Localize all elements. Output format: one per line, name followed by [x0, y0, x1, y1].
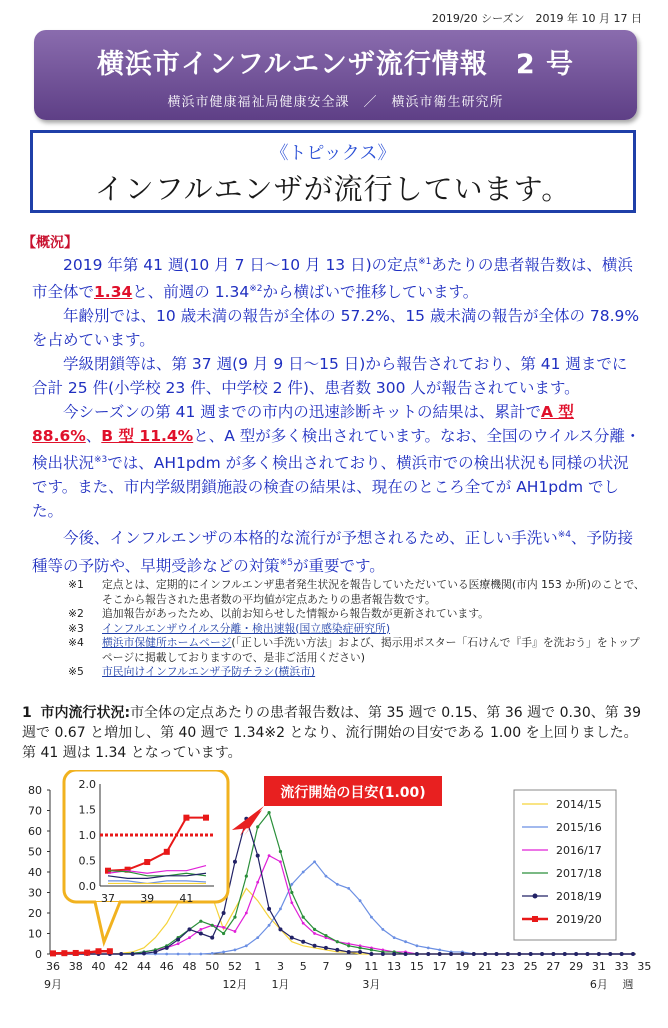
point: [153, 950, 157, 954]
x-tick-label: 7: [322, 960, 330, 973]
x-tick-label: 11: [364, 960, 379, 973]
point: [176, 938, 180, 942]
point: [324, 946, 328, 950]
point: [165, 946, 169, 950]
footnote-2: ※2 追加報告があったため、以前お知らせした情報から報告数が更新されています。: [68, 607, 489, 620]
point: [290, 883, 293, 886]
point: [324, 934, 327, 937]
month-label: 1月: [271, 978, 290, 991]
y-tick-label: 0: [35, 948, 42, 961]
point: [302, 916, 305, 919]
inset-y-tick: 1.0: [78, 829, 96, 842]
legend-label: 2019/20: [556, 913, 602, 926]
point: [188, 936, 191, 939]
summary-p1: 2019 年第 41 週(10 月 7 日～10 月 13 日)の定点$^{※1}$あたりの患者報告数は、横浜市全体で1.34と、前週の 1.34$^{※2}$から横ばいで推移しています。: [32, 256, 633, 302]
point: [381, 928, 384, 931]
point: [302, 922, 305, 925]
point: [335, 948, 339, 952]
point: [370, 916, 373, 919]
x-tick-label: 1: [254, 960, 262, 973]
header-banner: [34, 30, 637, 120]
x-tick-label: 19: [455, 960, 470, 973]
point: [290, 936, 294, 940]
month-label: 3月: [362, 978, 381, 991]
point: [586, 952, 590, 956]
summary-body: [32, 250, 642, 578]
point: [233, 916, 236, 919]
point: [313, 860, 316, 863]
x-tick-label: 42: [114, 960, 129, 973]
point: [222, 926, 225, 929]
point: [84, 950, 90, 956]
point: [336, 940, 339, 943]
point: [268, 924, 271, 927]
y-tick-label: 80: [28, 784, 42, 797]
topics-headline: インフルエンザが流行しています。: [94, 172, 572, 206]
point: [119, 952, 123, 956]
point: [302, 871, 305, 874]
page-title: 横浜市インフルエンザ流行情報 2 号: [96, 49, 575, 80]
point: [267, 811, 270, 814]
point: [177, 953, 180, 956]
trend-chart: [0, 770, 668, 1024]
summary-label: 【概況】: [22, 235, 78, 251]
point: [381, 952, 385, 956]
point: [211, 924, 214, 927]
point: [233, 860, 237, 864]
x-tick-label: 46: [159, 960, 174, 973]
x-tick-label: 33: [614, 960, 629, 973]
x-tick-label: 40: [91, 960, 106, 973]
point: [256, 936, 259, 939]
point: [608, 952, 612, 956]
point: [199, 932, 203, 936]
point: [347, 944, 350, 947]
x-tick-label: 21: [478, 960, 493, 973]
point: [449, 952, 453, 956]
point: [392, 952, 396, 956]
point: [540, 952, 544, 956]
point: [574, 952, 578, 956]
y-tick-label: 70: [28, 804, 42, 818]
point: [506, 952, 510, 956]
inset-x-tick: 37: [101, 892, 115, 905]
y-tick-label: 20: [28, 907, 42, 920]
point: [495, 952, 499, 956]
inset-x-tick: 41: [179, 892, 194, 905]
point: [620, 952, 624, 956]
x-tick-label: 17: [432, 960, 447, 973]
point: [438, 949, 441, 952]
point: [517, 952, 521, 956]
legend-label: 2015/16: [556, 821, 602, 834]
point: [426, 952, 430, 956]
point: [177, 942, 180, 945]
y-tick-label: 40: [28, 866, 42, 879]
topics-label: 《トピックス》: [270, 143, 396, 164]
inset-point: [144, 859, 150, 865]
month-label: 9月: [44, 978, 62, 991]
x-tick-label: 3: [276, 960, 284, 973]
point: [301, 940, 305, 944]
point: [199, 928, 202, 931]
point: [222, 932, 225, 935]
y-tick-label: 50: [28, 845, 42, 859]
footnote-1: ※1 定点とは、定期的にインフルエンザ患者発生状況を報告していただいている医療機関(市内 153 か所)のことで、そこから報告された患者数の平均値が定点あたりの患者報告数です。: [68, 578, 645, 606]
point: [460, 952, 464, 956]
point: [267, 907, 271, 911]
x-tick-label: 27: [546, 960, 561, 973]
point: [415, 952, 419, 956]
point: [107, 948, 113, 954]
legend-label: 2017/18: [556, 867, 602, 880]
threshold-arrow-head: [232, 806, 264, 836]
x-tick-label: 35: [637, 960, 652, 973]
point: [313, 928, 316, 931]
point: [245, 944, 248, 947]
inset-y-tick: 2.0: [78, 778, 96, 791]
x-tick-label: 13: [387, 960, 402, 973]
point: [416, 944, 419, 947]
threshold-label: 流行開始の目安(1.00): [280, 785, 426, 801]
summary-p5: 今後、インフルエンザの本格的な流行が予想されるため、正しい手洗い$^{※4}$、予防接種等の予防や、早期受診などの対策$^{※5}$が重要です。: [32, 529, 634, 575]
point: [358, 946, 361, 949]
point: [187, 927, 191, 931]
point: [50, 950, 56, 956]
health-center-link[interactable]: 横浜市保健所ホームページ: [102, 636, 232, 649]
flyer-link[interactable]: 市民向けインフルエンザ予防チラシ(横浜市): [102, 665, 316, 678]
point: [369, 952, 373, 956]
point: [245, 912, 248, 915]
point: [245, 875, 248, 878]
point: [234, 930, 237, 933]
point: [95, 948, 101, 954]
footnote-4: ※4 横浜市保健所ホームページ(「正しい手洗い方法」および、掲示用ポスター「石けんで『手』を洗おう」をトップページに掲載しておりますので、是非ご活用ください): [68, 636, 640, 664]
footnotes: [68, 578, 648, 680]
point: [404, 952, 408, 956]
point: [551, 952, 555, 956]
point: [313, 944, 317, 948]
inset-y-tick: 0.0: [78, 880, 96, 893]
point: [188, 953, 191, 956]
point: [347, 887, 350, 890]
x-tick-label: 9: [345, 960, 353, 973]
inset-y-tick: 0.5: [78, 854, 96, 868]
inset-point: [164, 849, 170, 855]
point: [347, 950, 351, 954]
point: [438, 952, 442, 956]
point: [325, 875, 328, 878]
topics-box: [30, 130, 636, 213]
x-tick-label: 44: [136, 960, 151, 973]
x-tick-label: 38: [68, 960, 83, 973]
y-tick-label: 60: [28, 825, 42, 838]
point: [393, 936, 396, 939]
summary-p2: 年齢別では、10 歳未満の報告が全体の 57.2%、15 歳未満の報告が全体の 78.9%を占めています。: [32, 307, 640, 350]
point: [165, 953, 168, 956]
inset-pointer: [95, 902, 120, 942]
summary-p4: 今シーズンの第 41 週までの市内の迅速診断キットの結果は、累計でA 型 88.6%、B 型 11.4%と、A 型が多く検出されています。なお、全国のウイルス分離・検出状況$^{※3}$では、AH1pdm が多く検出されており、横浜市での検出状況も同様の状況です。また、市内学級閉鎖施設の検査の結果は、現在のところ全てが AH1pdm でした。: [32, 403, 641, 521]
x-tick-label: 36: [46, 960, 60, 973]
rate-value: 1.34: [94, 283, 133, 302]
point: [199, 953, 202, 956]
inset-point: [203, 815, 209, 821]
point: [404, 940, 407, 943]
section-1: 1 市内流行状況:市全体の定点あたりの患者報告数は、第 35 週で 0.15、第 36 週で 0.30、第 39 週で 0.67 と増加し、第 40 週で 1.34※2 となり、流行開始の目安である 1.00 を上回りました。第 41 週は 1.34 となっています。: [22, 705, 641, 761]
point: [61, 950, 67, 956]
point: [358, 950, 362, 954]
x-tick-label: 29: [569, 960, 584, 973]
point: [597, 952, 601, 956]
legend-marker: [533, 894, 538, 899]
point: [290, 901, 293, 904]
point: [336, 883, 339, 886]
legend-marker: [532, 916, 538, 922]
inset-point: [183, 815, 189, 821]
point: [256, 825, 259, 828]
x-tick-label: 48: [182, 960, 197, 973]
y-tick-label: 30: [28, 886, 42, 900]
inset-x-tick: 39: [140, 892, 155, 905]
legend-label: 2018/19: [556, 890, 602, 903]
x-tick-label: 15: [409, 960, 424, 973]
inset-y-tick: 1.5: [78, 803, 96, 817]
point: [234, 949, 237, 952]
point: [131, 952, 135, 956]
month-label: 6月: [589, 978, 608, 991]
point: [256, 854, 260, 858]
point: [142, 951, 146, 955]
x-tick-label: 50: [205, 960, 220, 973]
point: [210, 936, 214, 940]
point: [278, 927, 282, 931]
point: [279, 860, 282, 863]
point: [472, 952, 476, 956]
point: [256, 881, 259, 884]
point: [268, 854, 271, 857]
month-label: 週: [622, 978, 634, 991]
point: [290, 891, 293, 894]
point: [73, 950, 79, 956]
x-tick-label: 5: [299, 960, 307, 973]
x-tick-label: 52: [227, 960, 242, 973]
point: [313, 932, 316, 935]
footnote-3: ※3 インフルエンザウイルス分離・検出速報(国立感染症研究所): [68, 621, 391, 635]
chart-area: [0, 770, 668, 1024]
page-subtitle: 横浜市健康福祉局健康安全課 ／ 横浜市衛生研究所: [167, 95, 504, 110]
section-1-heading: 市内流行状況:: [40, 705, 131, 721]
legend-label: 2016/17: [556, 844, 602, 857]
footnote-5: ※5 市民向けインフルエンザ予防チラシ(横浜市): [68, 665, 316, 678]
section-1-text: 市全体の定点あたりの患者報告数は、第 35 週で 0.15、第 36 週で 0.30、第 39 週で 0.67 と増加し、第 40 週で 1.34※2 となり、流行開始の目安である 1.00 を上回りました。第 41 週は 1.34 となっています。: [22, 705, 641, 761]
point: [427, 946, 430, 949]
point: [211, 952, 214, 955]
point: [199, 920, 202, 923]
point: [370, 948, 373, 951]
summary-p3: 学級閉鎖等は、第 37 週(9 月 9 日～15 日)から報告されており、第 41 週までに合計 25 件(小学校 23 件、中学校 2 件)、患者数 300 人が報告されています。: [32, 355, 628, 398]
x-tick-label: 25: [523, 960, 538, 973]
point: [631, 952, 635, 956]
point: [279, 850, 282, 853]
x-tick-label: 31: [591, 960, 606, 973]
point: [563, 952, 567, 956]
date-line: 2019/20 シーズン 2019 年 10 月 17 日: [431, 12, 642, 25]
legend-label: 2014/15: [556, 798, 602, 811]
niid-link[interactable]: インフルエンザウイルス分離・検出速報(国立感染症研究所): [102, 621, 391, 635]
point: [359, 899, 362, 902]
y-tick-label: 10: [28, 927, 42, 941]
point: [222, 951, 225, 954]
month-label: 12月: [222, 978, 248, 991]
point: [483, 952, 487, 956]
point: [529, 952, 533, 956]
x-tick-label: 23: [500, 960, 515, 973]
point: [279, 908, 282, 911]
point: [222, 911, 226, 915]
